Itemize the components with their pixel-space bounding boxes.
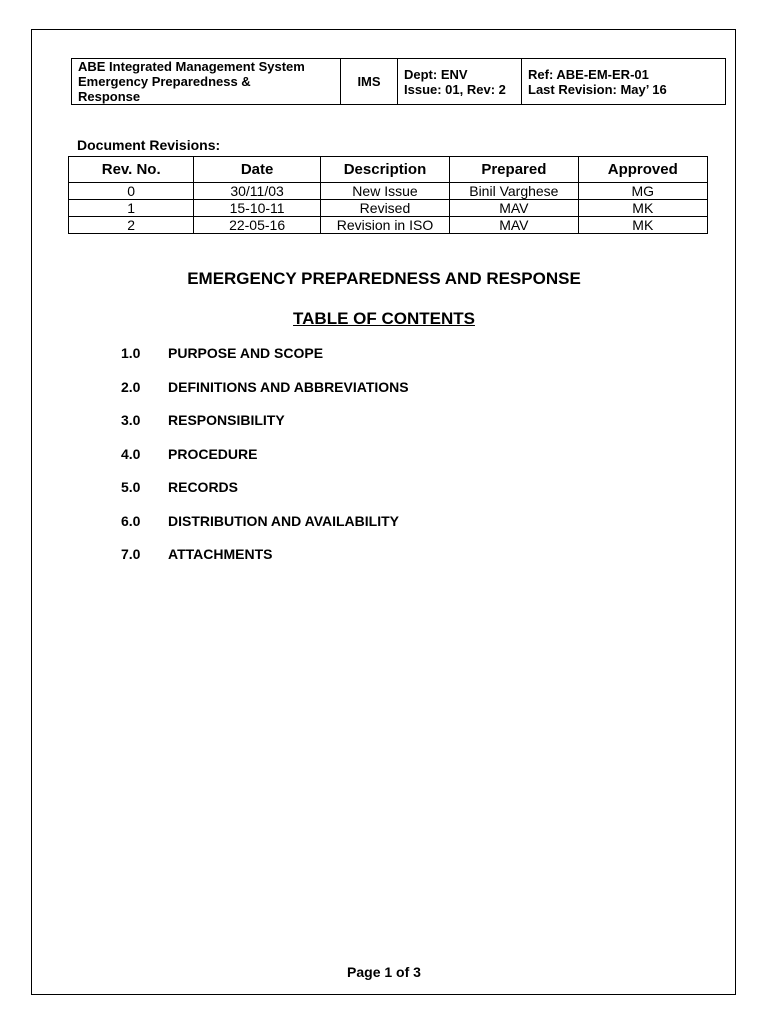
toc-item-number: 1.0 — [121, 345, 141, 361]
cell-rev-no: 2 — [69, 217, 194, 234]
system-name-line3: Response — [78, 89, 141, 104]
revisions-header-row — [69, 157, 708, 183]
ref-cell — [522, 59, 726, 105]
table-row — [69, 183, 708, 200]
toc-item-number: 4.0 — [121, 445, 141, 462]
document-header-table — [71, 58, 726, 105]
table-row — [69, 217, 708, 234]
page-number: Page 1 of 3 — [347, 964, 421, 980]
cell-description: Revision in ISO — [320, 217, 449, 234]
toc-item-number: 3.0 — [121, 412, 141, 428]
column-header-approved: Approved — [578, 157, 707, 183]
column-header-prepared: Prepared — [450, 157, 578, 183]
cell-prepared: MAV — [450, 200, 578, 217]
revisions-table — [68, 156, 708, 234]
toc-item-number: 2.0 — [121, 378, 141, 395]
cell-rev-no: 0 — [69, 183, 194, 200]
toc-item — [121, 513, 409, 547]
cell-date: 15-10-11 — [194, 200, 320, 217]
toc-item — [121, 412, 409, 446]
issue-label: Issue: 01, Rev: 2 — [404, 81, 506, 97]
toc-item — [121, 379, 409, 413]
toc-item-label: ATTACHMENTS — [168, 546, 273, 562]
cell-approved: MK — [578, 200, 707, 217]
column-header-date: Date — [194, 157, 320, 183]
cell-prepared: Binil Varghese — [450, 183, 578, 200]
toc-heading: TABLE OF CONTENTS — [293, 309, 475, 328]
column-header-rev-no: Rev. No. — [69, 157, 194, 183]
toc-item — [121, 446, 409, 480]
cell-description: Revised — [320, 200, 449, 217]
toc-item-number: 6.0 — [121, 512, 141, 529]
toc-item-label: RESPONSIBILITY — [168, 412, 285, 428]
cell-prepared: MAV — [450, 217, 578, 234]
column-header-description: Description — [320, 157, 449, 183]
toc-item — [121, 479, 409, 513]
cell-approved: MK — [578, 217, 707, 234]
cell-date: 30/11/03 — [194, 183, 320, 200]
revisions-heading: Document Revisions: — [77, 137, 221, 153]
toc-item-label: PURPOSE AND SCOPE — [168, 345, 324, 361]
cell-description: New Issue — [320, 183, 449, 200]
toc-item — [121, 345, 409, 379]
system-name-line2: Emergency Preparedness & — [78, 74, 251, 89]
dept-cell — [398, 59, 522, 105]
ims-cell — [341, 59, 398, 105]
cell-rev-no: 1 — [69, 200, 194, 217]
last-revision-label: Last Revision: May’ 16 — [528, 81, 667, 97]
toc-item-label: RECORDS — [168, 479, 239, 495]
toc-item-label: DEFINITIONS AND ABBREVIATIONS — [168, 378, 409, 395]
ref-label: Ref: ABE-EM-ER-01 — [528, 66, 649, 82]
system-name-line1: ABE Integrated Management System — [78, 59, 305, 74]
document-title: EMERGENCY PREPAREDNESS AND RESPONSE — [187, 269, 581, 288]
toc-item — [121, 546, 409, 580]
cell-approved: MG — [578, 183, 707, 200]
dept-label: Dept: ENV — [404, 66, 468, 82]
toc-item-label: DISTRIBUTION AND AVAILABILITY — [168, 512, 399, 529]
toc-item-label: PROCEDURE — [168, 445, 258, 462]
table-row — [69, 200, 708, 217]
toc-item-number: 5.0 — [121, 479, 141, 495]
system-name-cell — [72, 59, 341, 105]
toc-list — [121, 345, 409, 580]
ims-label: IMS — [357, 74, 381, 89]
cell-date: 22-05-16 — [194, 217, 320, 234]
toc-item-number: 7.0 — [121, 546, 141, 562]
